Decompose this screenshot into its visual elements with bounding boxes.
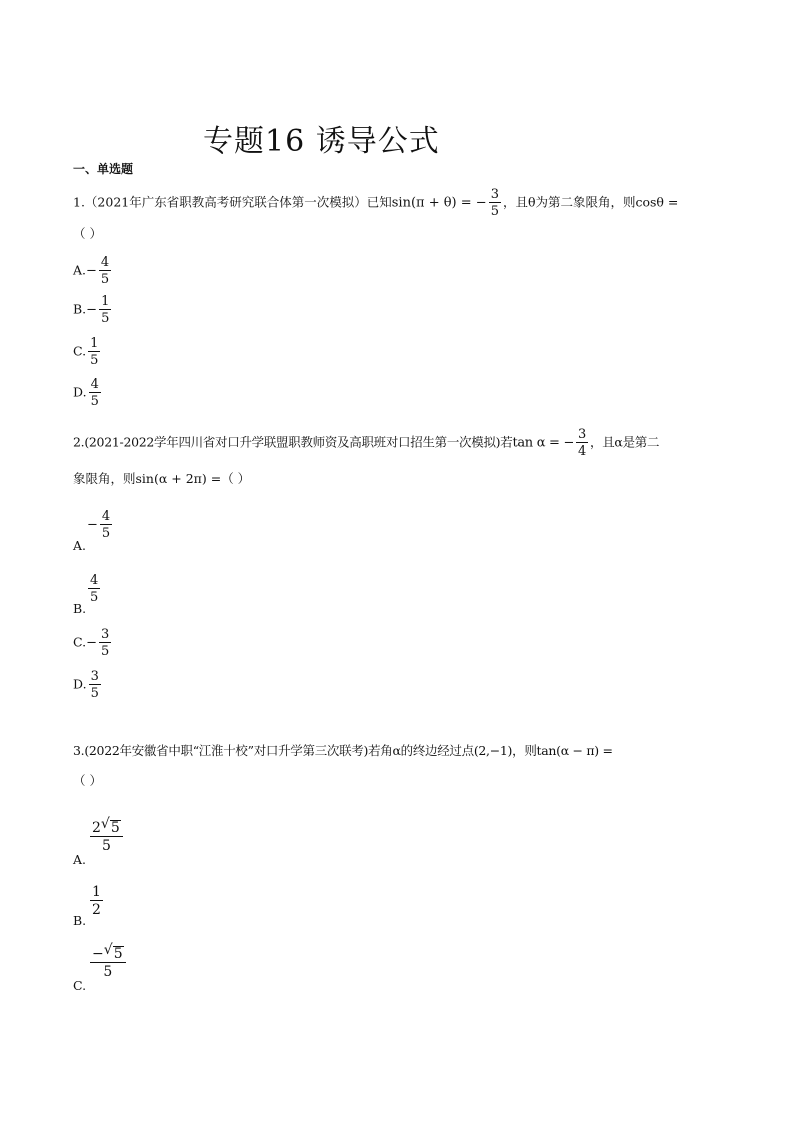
q2-stem-text: 2.(2021-2022学年四川省对口升学联盟职教师资及高职班对口招生第一次模拟)若 (73, 434, 513, 450)
q2-stem-tail: ，且α是第二 (590, 434, 660, 450)
q3-option-b-fraction: $\frac{1}{2}$ (92, 884, 101, 918)
q1-option-c[interactable]: C. $\frac{1}{5}$ (73, 336, 99, 368)
q1-stem-text: 1.（2021年广东省职教高考研究联合体第一次模拟）已知 (73, 194, 392, 210)
q1-answer-paren: （ ） (73, 226, 102, 241)
q1-option-a[interactable]: A.− $\frac{4}{5}$ (73, 255, 110, 287)
q3-answer-paren: （ ） (73, 773, 102, 788)
q2-fraction: $\frac{3}{4}$ (578, 427, 587, 459)
q2-expression: tan α = − (512, 435, 575, 451)
q1-fraction: $\frac{3}{5}$ (490, 187, 499, 219)
q2-stem-line2: 象限角，则sin(α + 2π) =（ ） (73, 471, 251, 486)
q3-option-c-fraction: − √ 5 5 (90, 946, 126, 979)
page-title: 专题16 诱导公式 (203, 124, 440, 159)
q1-option-d[interactable]: D. $\frac{4}{5}$ (73, 377, 99, 409)
q1-expression: sin(π + θ) = − (391, 195, 487, 211)
section-heading: 一、单选题 (73, 162, 134, 176)
question-2-stem (73, 428, 659, 458)
question-1-stem (73, 188, 678, 218)
q1-stem-tail: ，且θ为第二象限角，则cosθ = (502, 194, 679, 210)
q3-option-a-fraction: 2 √ 5 5 (90, 820, 123, 853)
question-3-stem: 3.(2022年安徽省中职“江淮十校”对口升学第三次联考)若角α的终边经过点(2,−1)，则tan(α − π) = (73, 743, 613, 758)
q2-option-d[interactable]: D. $\frac{3}{5}$ (73, 669, 99, 701)
q2-option-c[interactable]: C.− $\frac{3}{5}$ (73, 627, 110, 659)
q1-option-b[interactable]: B.− $\frac{1}{5}$ (73, 294, 110, 326)
